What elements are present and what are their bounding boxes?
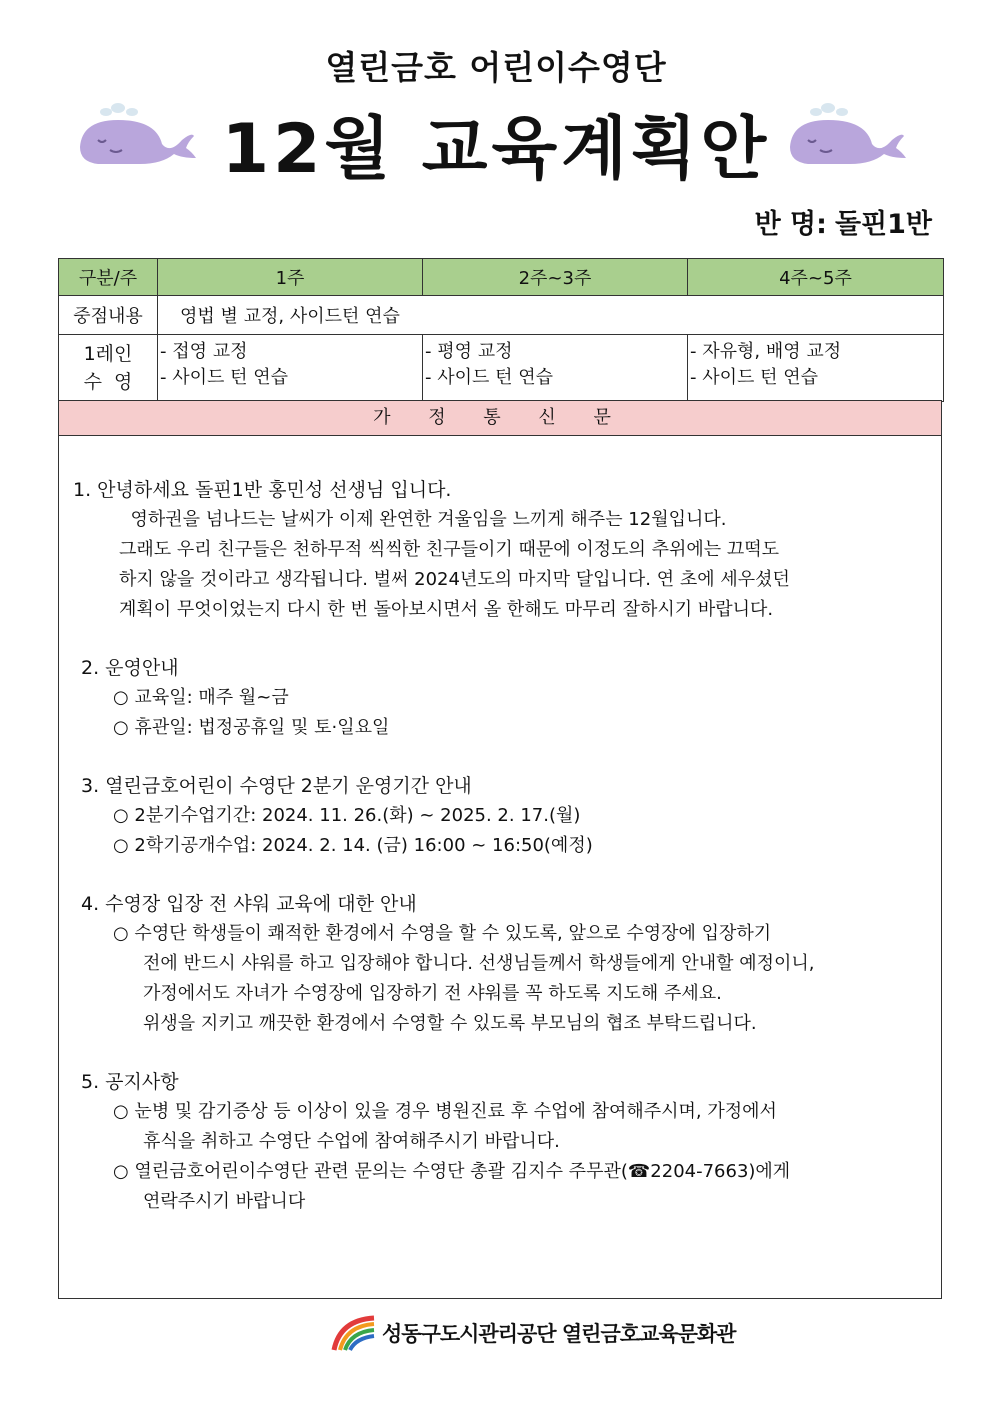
section-4-line: 전에 반드시 샤워를 하고 입장해야 합니다. 선생님들께서 학생들에게 안내할 예정이니, (143, 953, 815, 974)
list-item: - 접영 교정 (160, 341, 248, 362)
focus-value: 영법 별 교정, 사이드턴 연습 (158, 296, 944, 335)
section-3-title: 3. 열린금호어린이 수영단 2분기 운영기간 안내 (81, 775, 472, 797)
section-2-item: ○ 교육일: 매주 월~금 (113, 687, 289, 708)
rainbow-logo-icon (330, 1312, 380, 1354)
footer-org: 성동구도시관리공단 열린금호교육문화관 (382, 1322, 736, 1346)
whale-right-icon (780, 92, 910, 172)
lane-label-line1: 1레인 (83, 343, 133, 365)
section-2-item: ○ 휴관일: 법정공휴일 및 토·일요일 (113, 717, 390, 738)
section-1-line: 하지 않을 것이라고 생각됩니다. 벌써 2024년도의 마지막 달입니다. 연 초에 세우셨던 (119, 569, 790, 590)
notice-content (73, 475, 931, 1217)
class-name-line (747, 202, 932, 241)
focus-row (59, 296, 944, 335)
home-notice-box (58, 400, 942, 1299)
list-item: - 사이드 턴 연습 (690, 367, 818, 388)
section-5-item: ○ 눈병 및 감기증상 등 이상이 있을 경우 병원진료 후 수업에 참여해주시며, 가정에서 (113, 1101, 777, 1122)
lane-label-line2: 수 영 (83, 371, 133, 393)
focus-label: 중점내용 (59, 296, 158, 335)
section-1-line: 영하권을 넘나드는 날씨가 이제 완연한 겨울임을 느끼게 해주는 12월입니다. (119, 509, 727, 530)
section-5-line: 휴식을 취하고 수영단 수업에 참여해주시기 바랍니다. (143, 1131, 560, 1152)
section-5-line: 연락주시기 바랍니다 (143, 1191, 306, 1212)
header-week1: 1주 (158, 259, 423, 296)
lane-week2-3 (423, 335, 688, 402)
section-1-line: 그래도 우리 친구들은 천하무적 씩씩한 친구들이기 때문에 이정도의 추위에는 끄떡도 (119, 539, 780, 560)
lesson-plan-table (58, 258, 944, 402)
title: 12월 교육계획안 (221, 110, 771, 189)
section-3-item: ○ 2분기수업기간: 2024. 11. 26.(화) ~ 2025. 2. 17.(월) (113, 805, 581, 826)
section-5-item: ○ 열린금호어린이수영단 관련 문의는 수영단 총괄 김지수 주무관(☎2204-7663)에게 (113, 1161, 791, 1182)
lane-week4-5 (688, 335, 944, 402)
class-label: 반 명: (754, 209, 827, 240)
notice-bar-title: 가 정 통 신 문 (59, 401, 941, 436)
header-week4-5: 4주~5주 (688, 259, 944, 296)
class-name: 돌핀1반 (834, 209, 932, 240)
section-4-title: 4. 수영장 입장 전 샤워 교육에 대한 안내 (81, 893, 417, 915)
subtitle: 열린금호 어린이수영단 (325, 48, 667, 87)
list-item: - 평영 교정 (425, 341, 513, 362)
lane-row (59, 335, 944, 402)
section-1-line: 계획이 무엇이었는지 다시 한 번 돌아보시면서 올 한해도 마무리 잘하시기 바랍니다. (119, 599, 774, 620)
section-1-title: 1. 안녕하세요 돌핀1반 홍민성 선생님 입니다. (73, 479, 452, 501)
section-5-title: 5. 공지사항 (81, 1071, 179, 1093)
header-category: 구분/주 (59, 259, 158, 296)
list-item: - 자유형, 배영 교정 (690, 341, 842, 362)
section-4-line: 위생을 지키고 깨끗한 환경에서 수영할 수 있도록 부모님의 협조 부탁드립니다. (143, 1013, 757, 1034)
section-3-item: ○ 2학기공개수업: 2024. 2. 14. (금) 16:00 ~ 16:50(예정) (113, 835, 593, 856)
section-4-line: 가정에서도 자녀가 수영장에 입장하기 전 샤워를 꼭 하도록 지도해 주세요. (143, 983, 722, 1004)
list-item: - 사이드 턴 연습 (425, 367, 553, 388)
lane-week1 (158, 335, 423, 402)
table-header-row (59, 259, 944, 296)
section-2-title: 2. 운영안내 (81, 657, 179, 679)
footer-logo (330, 1310, 736, 1356)
header-week2-3: 2주~3주 (423, 259, 688, 296)
section-4-item: ○ 수영단 학생들이 쾌적한 환경에서 수영을 할 수 있도록, 앞으로 수영장에 입장하기 (113, 923, 772, 944)
list-item: - 사이드 턴 연습 (160, 367, 288, 388)
lane-label (59, 335, 158, 402)
